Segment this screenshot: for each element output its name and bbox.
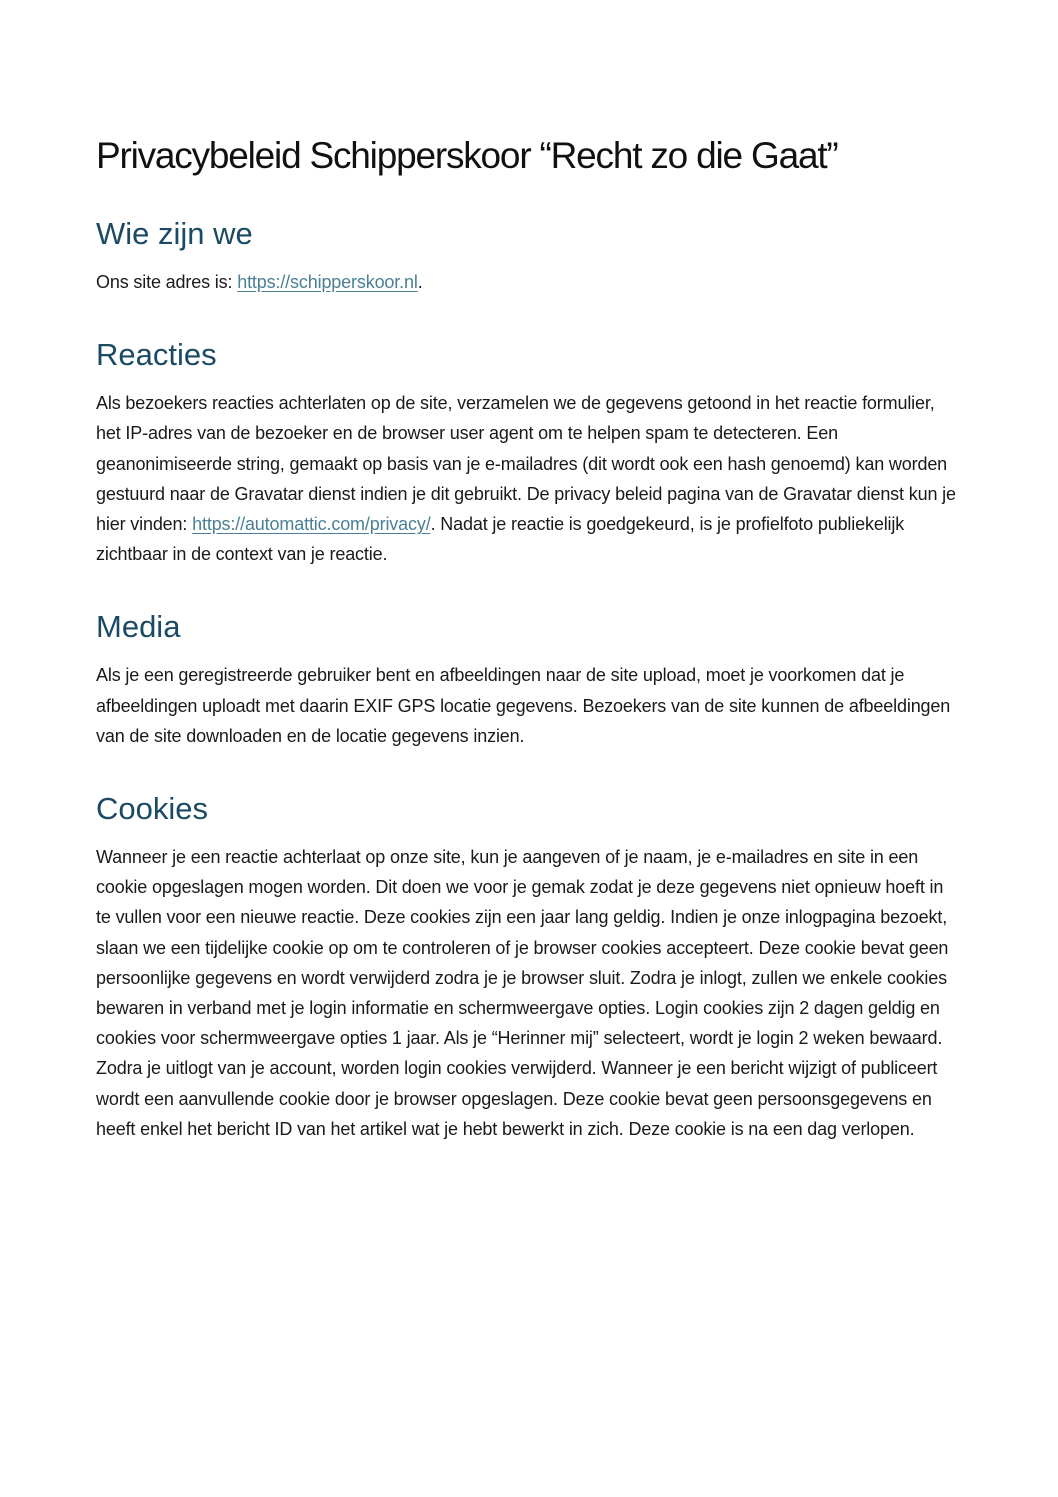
section-cookies — [96, 789, 962, 1144]
site-address-link[interactable]: https://schipperskoor.nl — [237, 272, 418, 292]
section-media — [96, 607, 962, 751]
section-heading: Cookies — [96, 791, 208, 827]
page-title: Privacybeleid Schipperskoor “Recht zo die Gaat” — [96, 135, 838, 176]
section-paragraph — [96, 267, 962, 297]
document-page — [96, 130, 962, 1144]
paragraph-text: Als bezoekers reacties achterlaten op de site, verzamelen we de gegevens getoond in het reactie formulier, het IP-adres van de bezoeker en de browser user agent om te helpen spam te detecteren. Een geanonimiseerde string, gemaakt op basis van je e-mailadres (dit wordt ook een hash genoemd) kan worden gestuurd naar de Gravatar dienst indien je dit gebruikt. De privacy beleid pagina van de Gravatar dienst kun je hier vinden: — [96, 393, 956, 535]
section-heading: Media — [96, 609, 181, 645]
section-paragraph: Als je een geregistreerde gebruiker bent en afbeeldingen naar de site upload, moet je voorkomen dat je afbeeldingen uploadt met daarin EXIF GPS locatie gegevens. Bezoekers van de site kunnen de afbeeldingen van de site downloaden en de locatie gegevens inzien. — [96, 665, 951, 746]
section-reacties — [96, 335, 962, 569]
paragraph-text: . — [417, 272, 423, 292]
paragraph-text: Ons site adres is: — [96, 272, 238, 292]
section-heading: Wie zijn we — [96, 216, 253, 251]
section-paragraph — [96, 388, 962, 569]
section-wie-zijn-we — [96, 214, 962, 297]
section-heading: Reacties — [96, 337, 217, 373]
section-paragraph: Wanneer je een reactie achterlaat op onze site, kun je aangeven of je naam, je e-mailadres en site in een cookie opgeslagen mogen worden. Dit doen we voor je gemak zodat je deze gegevens niet opnieuw hoeft in te vullen voor een nieuwe reactie. Deze cookies zijn een jaar lang geldig. Indien je onze inlogpagina bezoekt, slaan we een tijdelijke cookie op om te controleren of je browser cookies accepteert. Deze cookie bevat geen persoonlijke gegevens en wordt verwijderd zodra je je browser sluit. Zodra je inlogt, zullen we enkele cookies bewaren in verband met je login informatie en schermweergave opties. Login cookies zijn 2 dagen geldig en cookies voor schermweergave opties 1 jaar. Als je “Herinner mij” selecteert, wordt je login 2 weken bewaard. Zodra je uitlogt van je account, worden login cookies verwijderd. Wanneer je een bericht wijzigt of publiceert wordt een aanvullende cookie door je browser opgeslagen. Deze cookie bevat geen persoonsgegevens en heeft enkel het bericht ID van het artikel wat je hebt bewerkt in zich. Deze cookie is na een dag verlopen. — [96, 847, 949, 1139]
privacy-policy-link[interactable]: https://automattic.com/privacy/ — [192, 514, 431, 535]
paragraph-text: . Nadat je reactie is goedgekeurd, is je profielfoto publiekelijk zichtbaar in de context van je reactie. — [96, 514, 905, 565]
